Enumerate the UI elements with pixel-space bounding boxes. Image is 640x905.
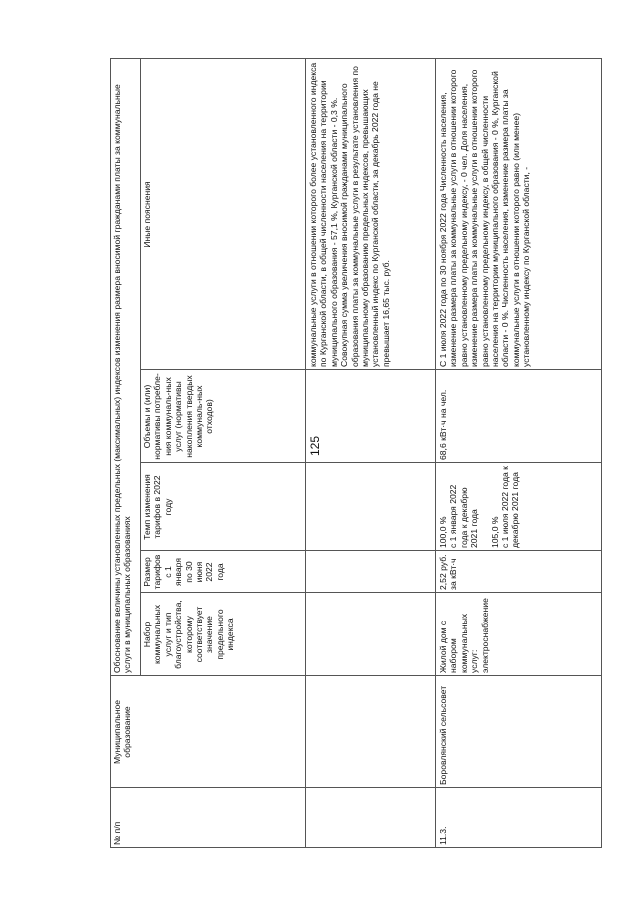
header-volumes: Объемы и (или) нормативы потребле-ния коммуналь-ных услуг (нормативы накопления твердых коммуналь-ных отходов) bbox=[142, 373, 215, 460]
header-justification-title: Обоснование величины установленных предельных (максимальных) индексов изменения размера вносимой гражданами платы за коммунальные услуги в муниципальных образованиях bbox=[112, 84, 133, 673]
row-rate-1: 100,0 % bbox=[438, 516, 448, 548]
header-municipality: Муниципальное образование bbox=[112, 699, 133, 765]
header-services-set: Набор коммунальных услуг и тип благоустройства, которому соответствует значение предельного индекса bbox=[142, 600, 236, 669]
row-municipality: Боровлянский сельсовет bbox=[438, 685, 448, 785]
rotated-table bbox=[110, 58, 602, 848]
row-services bbox=[436, 593, 601, 676]
row-services-line2: электроснабжение bbox=[479, 598, 490, 673]
row-rate-1-note: с 1 января 2022 года к декабрю 2021 года bbox=[448, 484, 480, 548]
row-services-line1: Жилой дом с набором коммунальных услуг: bbox=[438, 613, 480, 673]
row-num: 11.3. bbox=[438, 826, 448, 845]
continuation-text: коммунальные услуги в отношении которого более установленного индекса по Курганской области, в общей численности населения на территории муниципального образования - 57,1 %, Курганской области - 0,3 %. Совокупная сумма увеличения вносимой гражданами муниципального образования платы за коммунальные услуги в результате установления по муниципальному образованию предельных индексов, превышающих установленный индекс по Курганской области, за декабрь 2022 года не превышает 16,65 тыс. руб. bbox=[308, 62, 391, 367]
table-border-bottom bbox=[601, 58, 602, 848]
header-tariff-rate: Темп изменения тарифов в 2022 году bbox=[142, 474, 173, 540]
header-tariff-size: Размер тарифов с 1 января по 30 июня 2022 года bbox=[142, 554, 225, 590]
row-rate-2: 105,0 % bbox=[489, 516, 500, 548]
row-volume: 68,6 кВт·ч на чел. bbox=[438, 389, 448, 460]
row-tariff-rate bbox=[436, 463, 601, 551]
header-other: Иные пояснения bbox=[142, 181, 152, 248]
page-number: 125 bbox=[308, 435, 322, 457]
header-num: № п/п bbox=[112, 821, 122, 845]
row-tariff-size: 2,52 руб. за кВт·ч bbox=[438, 554, 459, 590]
row-other: С 1 июля 2022 года по 30 ноября 2022 года Численность населения, изменение размера платы за коммунальные услуги в отношении которого равно установленному предельному индексу, - 0 чел. Доля населения, изменение размера платы за коммунальные услуги в отношении которого равно установленному предельному индексу, в общей численности населения на территории муниципального образования - 0 %, Курганской области - 0 %. Численность населения, изменение размера платы за коммунальные услуги в отношении которого равно (или менее) установленному индексу по Курганской области, - bbox=[438, 69, 532, 367]
row-rate-2-note: с 1 июля 2022 года к декабрю 2021 года bbox=[500, 466, 521, 548]
